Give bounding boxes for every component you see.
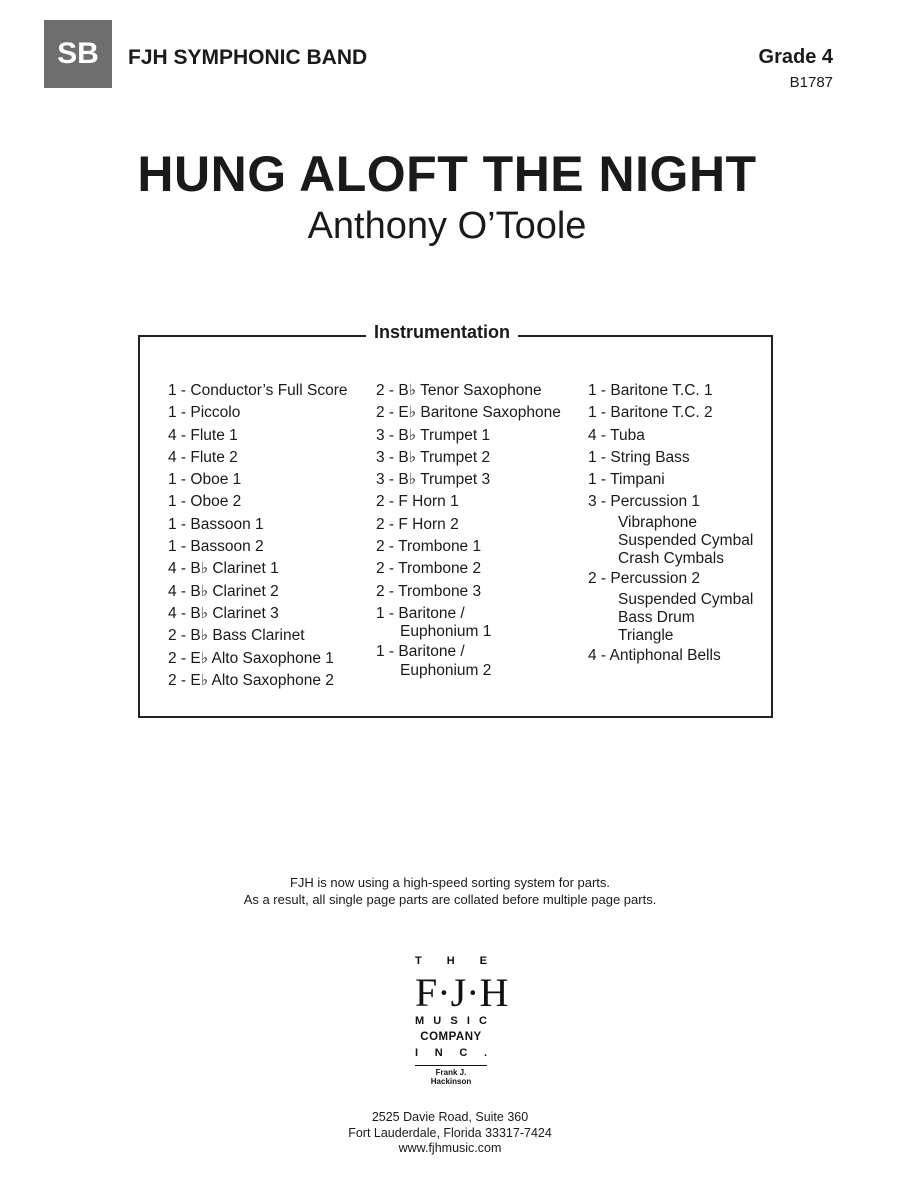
logo-letter: .	[483, 1047, 487, 1059]
logo-letter: F	[415, 970, 438, 1015]
piece-title: HUNG ALOFT THE NIGHT	[137, 146, 757, 202]
instrument-column-2	[376, 380, 561, 680]
instrument-entry: 2 - Percussion 2	[588, 570, 700, 588]
logo-letter: H	[446, 955, 455, 967]
instrument-entry-continuation: Euphonium 1	[400, 623, 492, 641]
instrument-entry: 1 - Baritone /	[376, 643, 465, 661]
sorting-note	[0, 874, 900, 908]
instrument-entry: 2 - F Horn 2	[376, 515, 459, 533]
percussion-instrument: Crash Cymbals	[618, 550, 724, 568]
instrument-entry: 3 - B♭ Trumpet 3	[376, 471, 491, 489]
address-line: 2525 Davie Road, Suite 360	[371, 1110, 529, 1124]
instrument-entry: 1 - String Bass	[588, 448, 690, 466]
logo-letter: E	[479, 955, 487, 967]
instrument-entry: 1 - Timpani	[588, 471, 665, 489]
instrument-entry: 2 - Trombone 2	[376, 560, 482, 578]
instrument-entry: 2 - B♭ Bass Clarinet	[168, 627, 305, 645]
publisher-address	[0, 1110, 900, 1157]
logo-music	[415, 1015, 487, 1031]
logo-signature: Frank J. Hackinson	[415, 1065, 487, 1086]
composer-name: Anthony O’Toole	[307, 205, 587, 247]
instrument-entry: 3 - B♭ Trumpet 2	[376, 448, 491, 466]
logo-letter: M	[415, 1015, 425, 1027]
logo-letter: C	[479, 1015, 487, 1027]
instrument-entry: 4 - Antiphonal Bells	[588, 647, 721, 665]
logo-letter: U	[433, 1015, 442, 1027]
instrument-entry-continuation: Euphonium 2	[400, 661, 492, 679]
instrument-entry: 4 - Flute 1	[168, 426, 238, 444]
instrument-entry: 1 - Piccolo	[168, 404, 241, 422]
instrument-entry: 4 - Tuba	[588, 426, 645, 444]
instrument-entry: 2 - B♭ Tenor Saxophone	[376, 382, 542, 399]
instrument-entry: 1 - Baritone /	[376, 604, 465, 622]
logo-letter: I	[466, 1015, 470, 1027]
instrument-entry: 1 - Oboe 1	[168, 471, 242, 489]
instrument-entry: 1 - Baritone T.C. 2	[588, 404, 713, 422]
instrument-entry: 4 - B♭ Clarinet 3	[168, 604, 279, 622]
instrument-entry: 1 - Oboe 2	[168, 493, 242, 511]
instrument-entry: 2 - E♭ Alto Saxophone 2	[168, 671, 334, 689]
logo-company: COMPANY	[420, 1031, 482, 1043]
logo-letter: ·	[437, 970, 451, 1015]
instrument-entry: 2 - Trombone 1	[376, 538, 482, 556]
logo-letter: N	[434, 1047, 443, 1059]
instrument-entry: 3 - B♭ Trumpet 1	[376, 426, 491, 444]
percussion-instrument: Triangle	[618, 627, 674, 645]
instrument-entry: 1 - Bassoon 1	[168, 515, 264, 533]
sorting-note-line: As a result, all single page parts are collated before multiple page parts.	[243, 892, 657, 907]
percussion-instrument: Suspended Cymbal	[618, 531, 754, 549]
grade-label: Grade 4	[758, 46, 833, 68]
instrument-entry: 2 - E♭ Alto Saxophone 1	[168, 649, 334, 667]
percussion-instrument: Bass Drum	[618, 608, 695, 626]
series-name: FJH SYMPHONIC BAND	[128, 46, 368, 69]
logo-letter: H	[479, 970, 509, 1015]
instrument-entry: 1 - Conductor’s Full Score	[168, 382, 348, 399]
instrument-column-1	[168, 380, 347, 692]
logo-the	[415, 955, 487, 971]
instrument-entry: 2 - Trombone 3	[376, 582, 482, 600]
logo-inc	[415, 1047, 487, 1063]
publisher-logo	[415, 955, 509, 1090]
percussion-instrument: Suspended Cymbal	[618, 590, 754, 608]
logo-letter: S	[450, 1015, 458, 1027]
series-badge: SB	[44, 20, 112, 88]
catalog-code: B1787	[789, 74, 833, 91]
instrument-entry: 2 - F Horn 1	[376, 493, 459, 511]
website-link[interactable]: www.fjhmusic.com	[398, 1141, 502, 1155]
instrument-entry: 1 - Bassoon 2	[168, 538, 264, 556]
instrumentation-heading: Instrumentation	[366, 322, 518, 343]
sorting-note-line: FJH is now using a high-speed sorting system for parts.	[289, 875, 611, 890]
logo-letter: I	[415, 1047, 419, 1059]
logo-letter: J	[450, 970, 467, 1015]
logo-letter: C	[459, 1047, 468, 1059]
logo-fjh	[415, 970, 509, 1015]
instrument-entry: 4 - Flute 2	[168, 448, 238, 466]
percussion-instrument: Vibraphone	[618, 513, 698, 531]
instrument-entry: 4 - B♭ Clarinet 2	[168, 582, 279, 600]
instrument-entry: 3 - Percussion 1	[588, 493, 700, 511]
instrument-entry: 2 - E♭ Baritone Saxophone	[376, 404, 561, 422]
instrument-entry: 1 - Baritone T.C. 1	[588, 382, 713, 399]
logo-letter: T	[415, 955, 422, 967]
instrument-column-3	[588, 380, 753, 668]
address-line: Fort Lauderdale, Florida 33317-7424	[348, 1125, 552, 1140]
instrument-entry: 4 - B♭ Clarinet 1	[168, 560, 279, 578]
logo-letter: ·	[466, 970, 480, 1015]
